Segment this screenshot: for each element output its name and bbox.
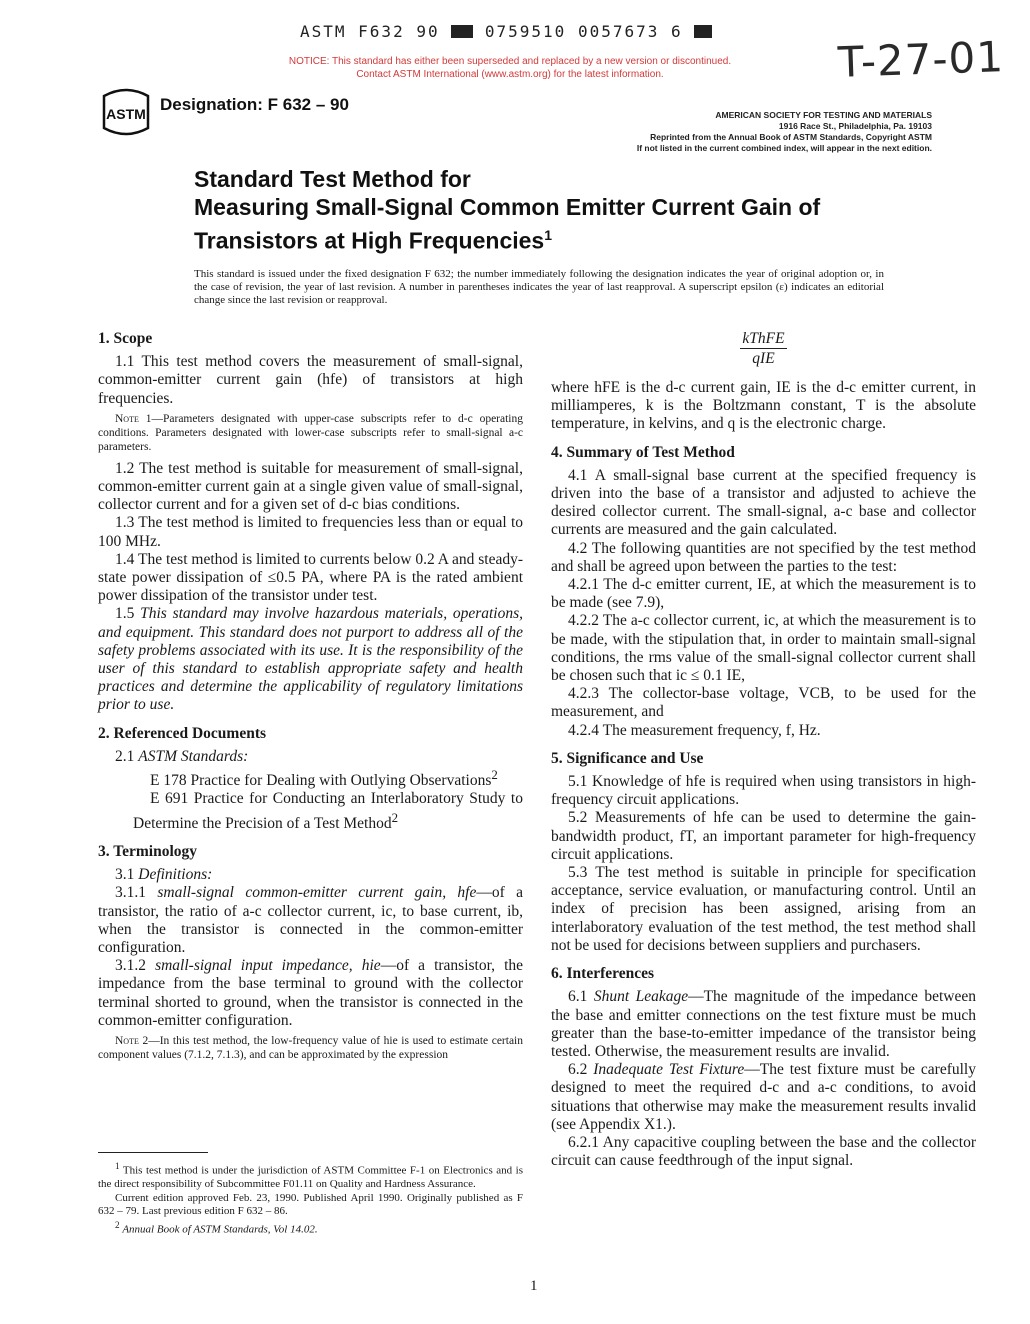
document-title bbox=[194, 165, 894, 255]
society-name: AMERICAN SOCIETY FOR TESTING AND MATERIALS bbox=[715, 110, 932, 120]
paragraph: 4.2.2 The a-c collector current, ic, at which the measurement is to be made, with the stipulation that, in order to maintain small-signal conditions, the rms value of the small-signal collector current shall be chosen such that ic ≤ 0.1 IE, bbox=[551, 612, 976, 685]
astm-logo-icon bbox=[100, 86, 152, 138]
society-index-note: If not listed in the current combined index, will appear in the next edition. bbox=[636, 143, 932, 153]
reference-item: E 691 Practice for Conducting an Interlaboratory Study to Determine the Precision of a Test Method$^2$ bbox=[133, 790, 523, 832]
paragraph: 5.3 The test method is suitable in principle for specification acceptance, service evaluation, or manufacturing control. Until an index of precision has been assigned, arising from an interlaboratory evaluation of the test method, the test method shall not be used for decisions between suppliers and purchasers. bbox=[551, 864, 976, 954]
issuance-statement: This standard is issued under the fixed designation F 632; the number immediately following the designation indicates the year of original adoption or, in the case of revision, the year of last revision. A number in parentheses indicates the year of last reapproval. A superscript epsilon (ε) indicates an editorial change since the last revision or reapproval. bbox=[194, 268, 884, 306]
scan-code-right: 0759510 0057673 6 bbox=[484, 22, 683, 41]
footnote: Current edition approved Feb. 23, 1990. Published April 1990. Originally published as F 632 – 79. Last previous edition F 632 – 86. bbox=[98, 1192, 523, 1218]
footnote-divider bbox=[98, 1152, 208, 1153]
supersede-notice bbox=[230, 55, 790, 81]
paragraph: where hFE is the d-c current gain, IE is the d-c emitter current, in milliamperes, k is the Boltzmann constant, T is the absolute temperature, in kelvins, and q is the electronic charge. bbox=[551, 379, 976, 433]
paragraph: 1.1 This test method covers the measurement of small-signal, common-emitter current gain (hfe) of transistors at high frequencies. bbox=[98, 353, 523, 407]
section-heading: 1. Scope bbox=[98, 330, 153, 347]
paragraph: 6.1 Shunt Leakage—The magnitude of the impedance between the base and emitter connections on the test fixture must be much greater than the base-to-emitter impedance of the transistor being tested. Otherwise, the measurement results are invalid. bbox=[551, 988, 976, 1060]
paragraph: 4.2.1 The d-c emitter current, IE, at which the measurement is to be made (see 7.9), bbox=[551, 576, 976, 612]
formula-denominator: qIE bbox=[752, 350, 775, 367]
footnote: $^1$ This test method is under the jurisdiction of ASTM Committee F-1 on Electronics and is the direct responsibility of Subcommittee F01.11 on Quality and Hardness Assurance. bbox=[98, 1161, 523, 1190]
formula-numerator: kThFE bbox=[742, 330, 785, 347]
paragraph: 1.4 The test method is limited to currents below 0.2 A and steady-state power dissipation of ≤0.5 PA, where PA is the rated ambient power dissipation of the transistor under test. bbox=[98, 550, 523, 605]
right-column bbox=[551, 330, 976, 1170]
society-reprint: Reprinted from the Annual Book of ASTM Standards, Copyright ASTM bbox=[650, 132, 932, 142]
section-heading: 4. Summary of Test Method bbox=[551, 443, 735, 461]
paragraph: 1.5 This standard may involve hazardous materials, operations, and equipment. This standard does not purport to address all of the safety problems associated with its use. It is the responsibility of the user of this standard to establish appropriate safety and health practices and determine the applicability of regulatory limitations prior to use. bbox=[98, 605, 524, 714]
reference-item: E 178 Practice for Dealing with Outlying Observations$^2$ bbox=[150, 767, 498, 790]
definition: 3.1.2 small-signal input impedance, hie—of a transistor, the impedance from the base terminal to ground with the collector terminal shorted to ground, when the transistor is connected in the common-emitter configuration. bbox=[98, 957, 524, 1029]
scan-code-left: ASTM F632 90 bbox=[300, 22, 440, 41]
formula bbox=[551, 330, 976, 369]
paragraph: 5.1 Knowledge of hfe is required when using transistors in high-frequency circuit applications. bbox=[551, 773, 976, 809]
paragraph: 4.2 The following quantities are not specified by the test method and shall be agreed upon between the parties to the test: bbox=[551, 539, 976, 575]
paragraph: 4.1 A small-signal base current at the specified frequency is driven into the base of a transistor and adjusted to achieve the desired collector current. The small-signal, a-c base and collector currents are measured and the gain calculated. bbox=[551, 466, 976, 539]
paragraph: 6.2.1 Any capacitive coupling between the base and the collector circuit can cause feedthrough of the input signal. bbox=[551, 1133, 976, 1170]
designation: Designation: F 632 – 90 bbox=[160, 95, 349, 114]
section-heading: 3. Terminology bbox=[98, 842, 198, 860]
section-heading: 5. Significance and Use bbox=[551, 749, 704, 767]
paragraph: 6.2 Inadequate Test Fixture—The test fixture must be carefully designed to meet the required d-c and a-c conditions, to avoid situations that otherwise may make the measurement results invalid (see Appendix X1.). bbox=[551, 1061, 976, 1133]
left-column bbox=[98, 330, 523, 1068]
section-heading: 2. Referenced Documents bbox=[98, 724, 267, 742]
svg-text:ASTM: ASTM bbox=[106, 106, 146, 122]
paragraph: 3.1 Definitions: bbox=[115, 866, 213, 884]
definition: 3.1.1 small-signal common-emitter current gain, hfe—of a transistor, the ratio of a-c collector current, ic, to base current, ib, when the transistor is connected in the common-emitter configuration. bbox=[98, 884, 523, 956]
page-number: 1 bbox=[530, 1278, 538, 1294]
title-line: Standard Test Method for bbox=[194, 166, 471, 192]
handwritten-annotation: T-27-01 bbox=[837, 32, 1005, 87]
paragraph: 4.2.3 The collector-base voltage, VCB, to be used for the measurement, and bbox=[551, 685, 976, 721]
note: Note 1—Parameters designated with upper-case subscripts refer to d-c operating conditions. Parameters designated with lower-case subscripts refer to small-signal a-c parameters. bbox=[98, 412, 523, 453]
title-line: Transistors at High Frequencies$^1$ bbox=[194, 227, 553, 254]
paragraph: 1.3 The test method is limited to frequencies less than or equal to 100 MHz. bbox=[98, 514, 523, 550]
title-line: Measuring Small-Signal Common Emitter Current Gain of bbox=[194, 194, 821, 220]
notice-line: NOTICE: This standard has either been superseded and replaced by a new version or discontinued. bbox=[288, 56, 732, 67]
paragraph: 5.2 Measurements of hfe can be used to determine the gain-bandwidth product, fT, an important parameter for high-frequency circuit applications. bbox=[551, 809, 976, 863]
section-heading: 6. Interferences bbox=[551, 965, 655, 983]
scan-barcode-block bbox=[694, 25, 712, 38]
paragraph: 4.2.4 The measurement frequency, f, Hz. bbox=[568, 721, 821, 739]
scan-barcode-block bbox=[451, 25, 473, 38]
footnote: $^2$ Annual Book of ASTM Standards, Vol 14.02. bbox=[115, 1220, 318, 1237]
footnotes bbox=[98, 1160, 523, 1238]
paragraph: 1.2 The test method is suitable for measurement of small-signal, common-emitter current gain at a single given value of small-signal, collector current and for a given set of d-c bias conditions. bbox=[98, 459, 523, 514]
note: Note 2—In this test method, the low-frequency value of hie is used to estimate certain component values (7.1.2, 7.1.3), and can be approximated by the expression bbox=[98, 1035, 524, 1062]
notice-line: Contact ASTM International (www.astm.org) for the latest information. bbox=[356, 69, 664, 80]
society-block bbox=[560, 110, 932, 154]
footnote-ref: 1 bbox=[544, 227, 553, 243]
paragraph: 2.1 ASTM Standards: bbox=[115, 747, 249, 765]
society-address: 1916 Race St., Philadelphia, Pa. 19103 bbox=[778, 121, 932, 131]
scan-header-line bbox=[300, 22, 760, 41]
